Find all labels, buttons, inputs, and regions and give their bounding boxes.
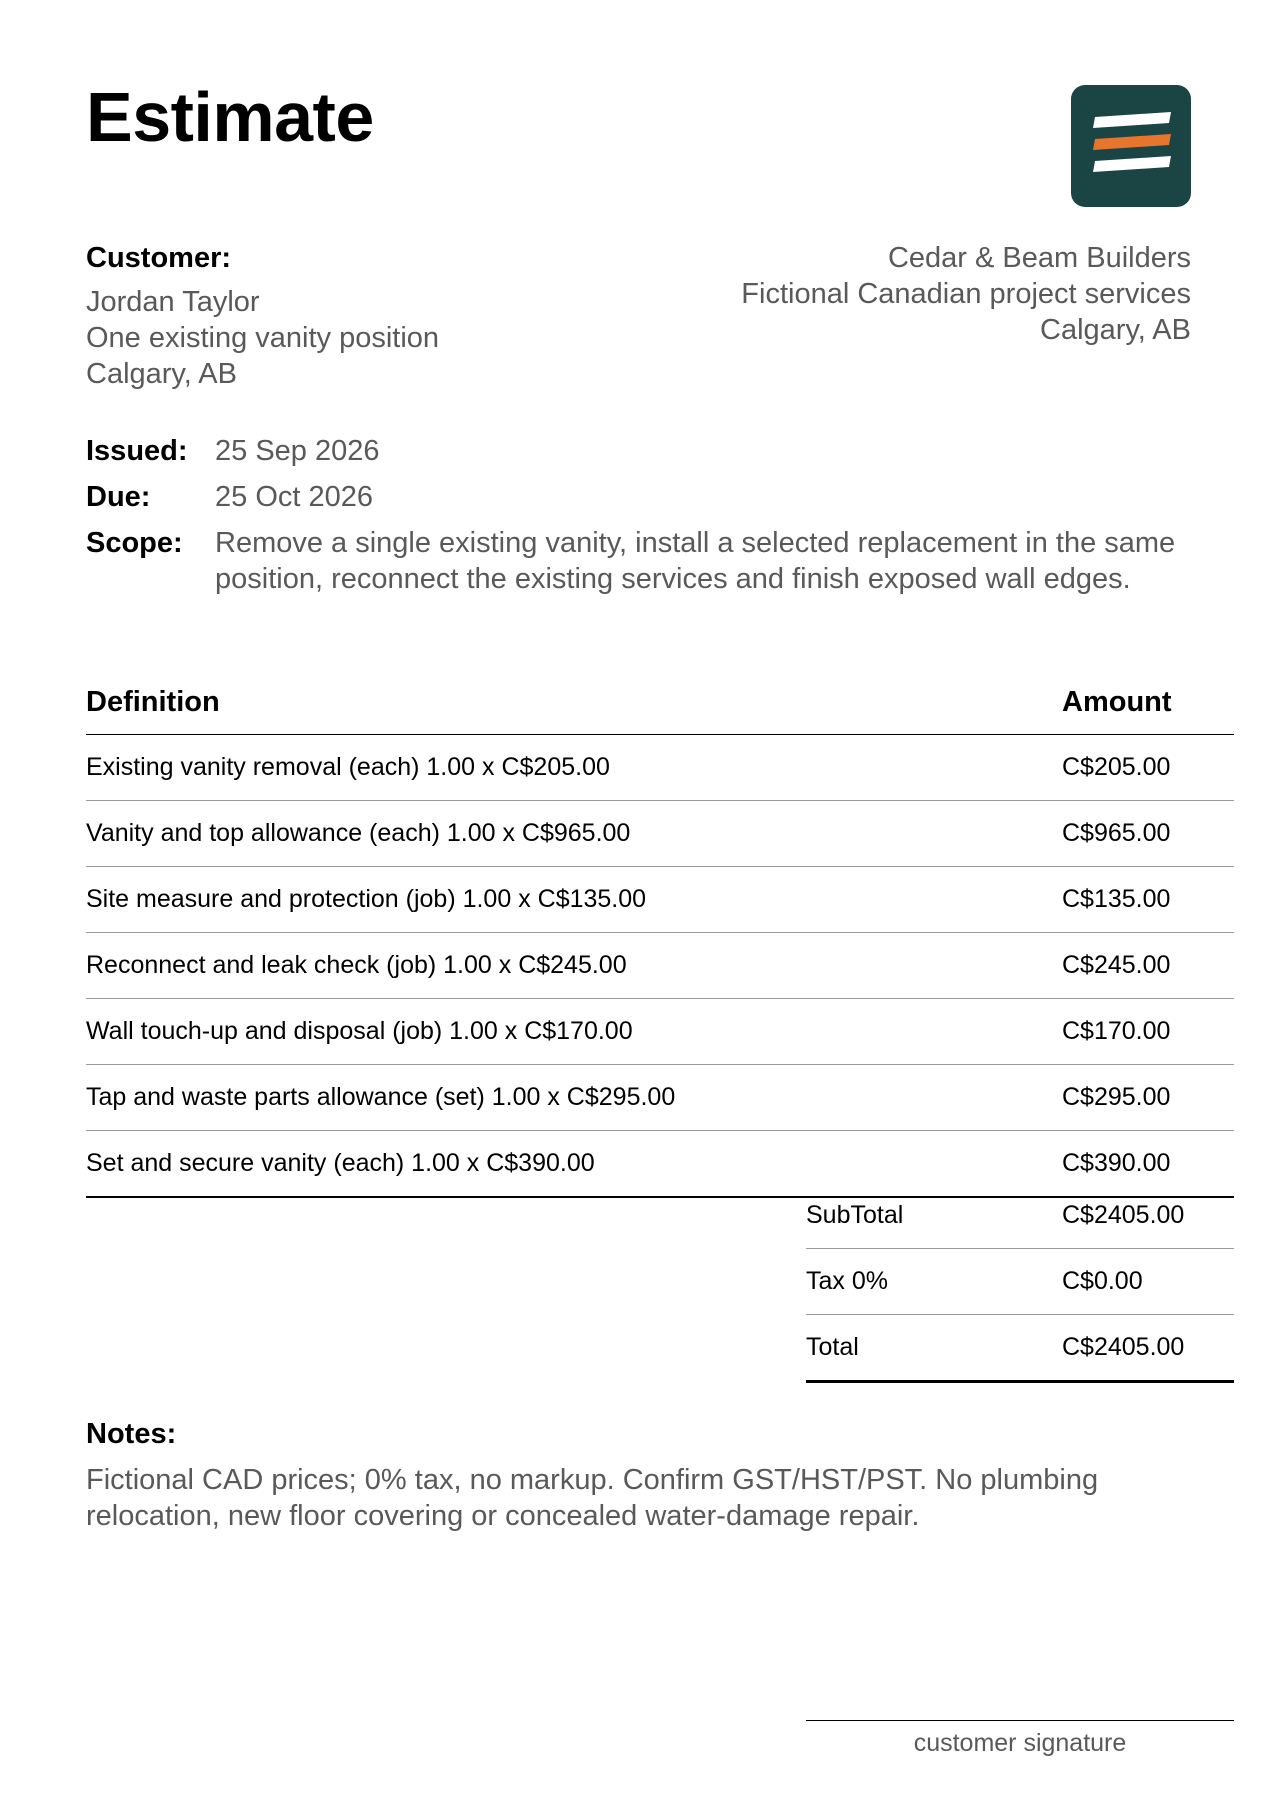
table-row <box>86 801 1234 867</box>
item-definition: Tap and waste parts allowance (set) 1.00 x C$295.00 <box>86 1083 676 1111</box>
tax-row <box>806 1249 1234 1315</box>
customer-label: Customer: <box>86 242 232 274</box>
table-row <box>86 1065 1234 1131</box>
table-header <box>86 686 1234 735</box>
totals-table <box>806 1183 1234 1383</box>
customer-block <box>86 240 439 392</box>
item-amount: C$170.00 <box>1062 1017 1171 1045</box>
company-name: Cedar & Beam Builders <box>887 242 1191 274</box>
due-label: Due: <box>86 481 151 513</box>
estimate-meta <box>86 433 1191 607</box>
tax-value: C$0.00 <box>1062 1267 1143 1295</box>
subtotal-row <box>806 1183 1234 1249</box>
signature-line <box>806 1720 1234 1758</box>
total-value: C$2405.00 <box>1062 1333 1185 1361</box>
item-definition: Existing vanity removal (each) 1.00 x C$205.00 <box>86 753 610 781</box>
item-amount: C$965.00 <box>1062 819 1171 847</box>
line-items-table <box>86 686 1234 1198</box>
document-title: Estimate <box>86 78 374 156</box>
signature-label: customer signature <box>913 1729 1127 1757</box>
definition-header: Definition <box>86 686 220 718</box>
total-label: Total <box>806 1333 859 1361</box>
issued-date: 25 Sep 2026 <box>215 435 380 467</box>
total-row <box>806 1315 1234 1383</box>
issued-row <box>86 433 1191 469</box>
stacked-planks-icon <box>1071 85 1191 207</box>
due-date: 25 Oct 2026 <box>215 481 373 513</box>
scope-row <box>86 525 1191 597</box>
company-tagline: Fictional Canadian project services <box>741 278 1191 310</box>
item-amount: C$390.00 <box>1062 1149 1171 1177</box>
customer-city: Calgary, AB <box>86 358 237 390</box>
issued-label: Issued: <box>86 435 188 467</box>
item-definition: Site measure and protection (job) 1.00 x C$135.00 <box>86 885 647 913</box>
item-definition: Wall touch-up and disposal (job) 1.00 x C$170.00 <box>86 1017 633 1045</box>
customer-address: One existing vanity position <box>86 322 440 354</box>
item-definition: Vanity and top allowance (each) 1.00 x C$965.00 <box>86 819 631 847</box>
table-row <box>86 867 1234 933</box>
subtotal-label: SubTotal <box>806 1201 904 1229</box>
notes-section <box>86 1416 1196 1534</box>
due-row <box>86 479 1191 515</box>
company-city: Calgary, AB <box>1040 314 1191 346</box>
table-row <box>86 735 1234 801</box>
tax-label: Tax 0% <box>806 1267 888 1295</box>
notes-label: Notes: <box>86 1418 177 1450</box>
item-amount: C$205.00 <box>1062 753 1171 781</box>
scope-text: Remove a single existing vanity, install a selected replacement in the same position, reconnect the existing services and finish exposed wall edges. <box>215 527 1176 595</box>
amount-header: Amount <box>1062 686 1172 718</box>
company-block <box>741 240 1191 348</box>
company-logo <box>1071 85 1191 207</box>
item-amount: C$135.00 <box>1062 885 1171 913</box>
item-definition: Reconnect and leak check (job) 1.00 x C$245.00 <box>86 951 627 979</box>
item-amount: C$245.00 <box>1062 951 1171 979</box>
customer-name: Jordan Taylor <box>86 286 260 318</box>
table-row <box>86 933 1234 999</box>
item-definition: Set and secure vanity (each) 1.00 x C$390.00 <box>86 1149 595 1177</box>
subtotal-value: C$2405.00 <box>1062 1201 1185 1229</box>
scope-label: Scope: <box>86 527 183 559</box>
item-amount: C$295.00 <box>1062 1083 1171 1111</box>
notes-text: Fictional CAD prices; 0% tax, no markup. Confirm GST/HST/PST. No plumbing relocation, new floor covering or concealed water-damage repair. <box>86 1464 1099 1532</box>
table-row <box>86 999 1234 1065</box>
